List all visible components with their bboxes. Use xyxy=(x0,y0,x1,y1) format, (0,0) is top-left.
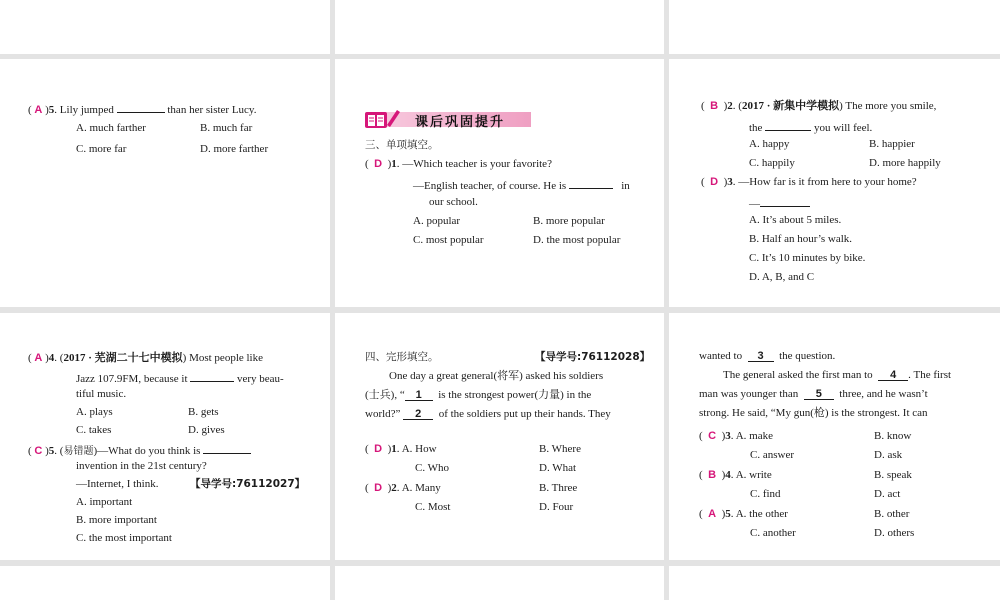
question-line: our school. xyxy=(429,196,478,208)
question-5: ( C )5. (易错题)—What do you think is xyxy=(28,442,251,458)
passage-line: wanted to 3 the question. xyxy=(699,350,836,362)
question-5: ( A )5. A. the other xyxy=(699,508,788,520)
question-line: the you will feel. xyxy=(749,119,872,135)
option: D. What xyxy=(539,462,577,474)
option: D. act xyxy=(874,488,901,500)
guide-number: 【导学号:76112028】 xyxy=(535,351,651,363)
option: B. more important xyxy=(76,514,157,526)
answer-letter: D xyxy=(374,443,383,455)
option: D. more farther xyxy=(200,143,269,155)
page-bottom-right xyxy=(669,566,1000,600)
option: C. happily xyxy=(749,157,795,169)
answer-letter: B xyxy=(710,100,719,112)
guide-number: 【导学号:76112027】 xyxy=(190,478,306,490)
section-title: 四、完形填空。 xyxy=(365,351,439,363)
section-banner xyxy=(363,107,533,129)
section-title: 三、单项填空。 xyxy=(365,139,439,151)
question-5: ( A )5. Lily jumped than her sister Lucy. xyxy=(28,101,256,117)
option: B. Half an hour’s walk. xyxy=(749,233,853,245)
question-2: ( B )2. (2017 · 新集中学模拟) The more you smile, xyxy=(701,100,937,112)
option: C. Most xyxy=(415,501,451,513)
option: D. the most popular xyxy=(533,234,621,246)
question-4: ( B )4. A. write xyxy=(699,469,772,481)
passage-line: strong. He said, “My gun(枪) is the strongest. It can xyxy=(699,407,928,419)
page-top-left xyxy=(0,0,330,54)
option: B. Where xyxy=(539,443,581,455)
option: D. Four xyxy=(539,501,574,513)
option: C. It’s 10 minutes by bike. xyxy=(749,252,866,264)
answer-blank xyxy=(760,195,810,207)
option: A. It’s about 5 miles. xyxy=(749,214,842,226)
option: C. the most important xyxy=(76,532,172,544)
question-line: — xyxy=(749,195,810,211)
question-line: Jazz 107.9FM, because it very beau- xyxy=(76,370,284,386)
page-5 xyxy=(335,313,664,560)
page-3 xyxy=(669,59,1000,307)
option: D. others xyxy=(874,527,915,539)
question-line: tiful music. xyxy=(76,388,127,400)
option: D. more happily xyxy=(869,157,941,169)
option: B. other xyxy=(874,508,910,520)
question-line: —Internet, I think. xyxy=(76,478,159,490)
option: B. gets xyxy=(188,406,219,418)
option: A. plays xyxy=(76,406,113,418)
option: A. popular xyxy=(413,215,461,227)
page-top-right xyxy=(669,0,1000,54)
book-pencil-icon xyxy=(363,107,403,131)
option: B. Three xyxy=(539,482,578,494)
passage-line: One day a great general(将军) asked his soldiers xyxy=(389,370,604,382)
option: C. most popular xyxy=(413,234,484,246)
option: C. Who xyxy=(415,462,450,474)
page-1 xyxy=(0,59,330,307)
option: C. more far xyxy=(76,143,127,155)
answer-blank xyxy=(765,119,811,131)
question-4: ( A )4. (2017 · 芜湖二十七中模拟) Most people like xyxy=(28,352,263,364)
page-bottom-middle xyxy=(335,566,664,600)
answer-letter: B xyxy=(708,469,717,481)
page-4 xyxy=(0,313,330,560)
answer-blank xyxy=(190,370,234,382)
cloze-blank-5: 5 xyxy=(804,388,834,400)
cloze-blank-3: 3 xyxy=(748,350,774,362)
option: B. much far xyxy=(200,122,253,134)
passage-line: man was younger than 5 three, and he wasn’t xyxy=(699,388,928,400)
question-2: ( D )2. A. Many xyxy=(365,482,441,494)
option: C. answer xyxy=(750,449,794,461)
answer-letter: C xyxy=(708,430,717,442)
passage-line: (士兵), “ 1 is the strongest power(力量) in the xyxy=(365,389,592,401)
page-2 xyxy=(335,59,664,307)
answer-letter: D xyxy=(374,482,383,494)
answer-letter: A xyxy=(34,352,43,364)
answer-letter: C xyxy=(34,445,43,457)
option: B. know xyxy=(874,430,912,442)
question-1: ( D )1. A. How xyxy=(365,443,437,455)
answer-letter: D xyxy=(374,158,383,170)
answer-letter: D xyxy=(710,176,719,188)
answer-blank xyxy=(203,442,251,454)
answer-letter: A xyxy=(708,508,717,520)
passage-line: world?” 2 of the soldiers put up their hands. They xyxy=(365,408,611,420)
option: C. find xyxy=(750,488,781,500)
passage-line: The general asked the first man to 4 . The first xyxy=(723,369,952,381)
question-line: invention in the 21st century? xyxy=(76,460,207,472)
option: C. another xyxy=(750,527,796,539)
question-3: ( C )3. A. make xyxy=(699,430,773,442)
question-3: ( D )3. —How far is it from here to your home? xyxy=(701,176,917,188)
cloze-blank-2: 2 xyxy=(403,408,433,420)
question-1: ( D )1. —Which teacher is your favorite? xyxy=(365,158,552,170)
banner-title: 课后巩固提升 xyxy=(415,115,506,130)
option: A. important xyxy=(76,496,133,508)
question-line: —English teacher, of course. He is in xyxy=(413,177,630,193)
option: B. speak xyxy=(874,469,912,481)
page-bottom-left xyxy=(0,566,330,600)
option: B. happier xyxy=(869,138,915,150)
option: B. more popular xyxy=(533,215,605,227)
option: D. gives xyxy=(188,424,225,436)
answer-blank xyxy=(117,101,165,113)
page-top-middle xyxy=(335,0,664,54)
option: D. ask xyxy=(874,449,903,461)
option: A. happy xyxy=(749,138,790,150)
page-6 xyxy=(669,313,1000,560)
answer-letter: A xyxy=(34,104,43,116)
cloze-blank-1: 1 xyxy=(405,389,433,401)
cloze-blank-4: 4 xyxy=(878,369,908,381)
option: A. much farther xyxy=(76,122,146,134)
answer-blank xyxy=(569,177,613,189)
option: C. takes xyxy=(76,424,112,436)
option: D. A, B, and C xyxy=(749,271,815,283)
